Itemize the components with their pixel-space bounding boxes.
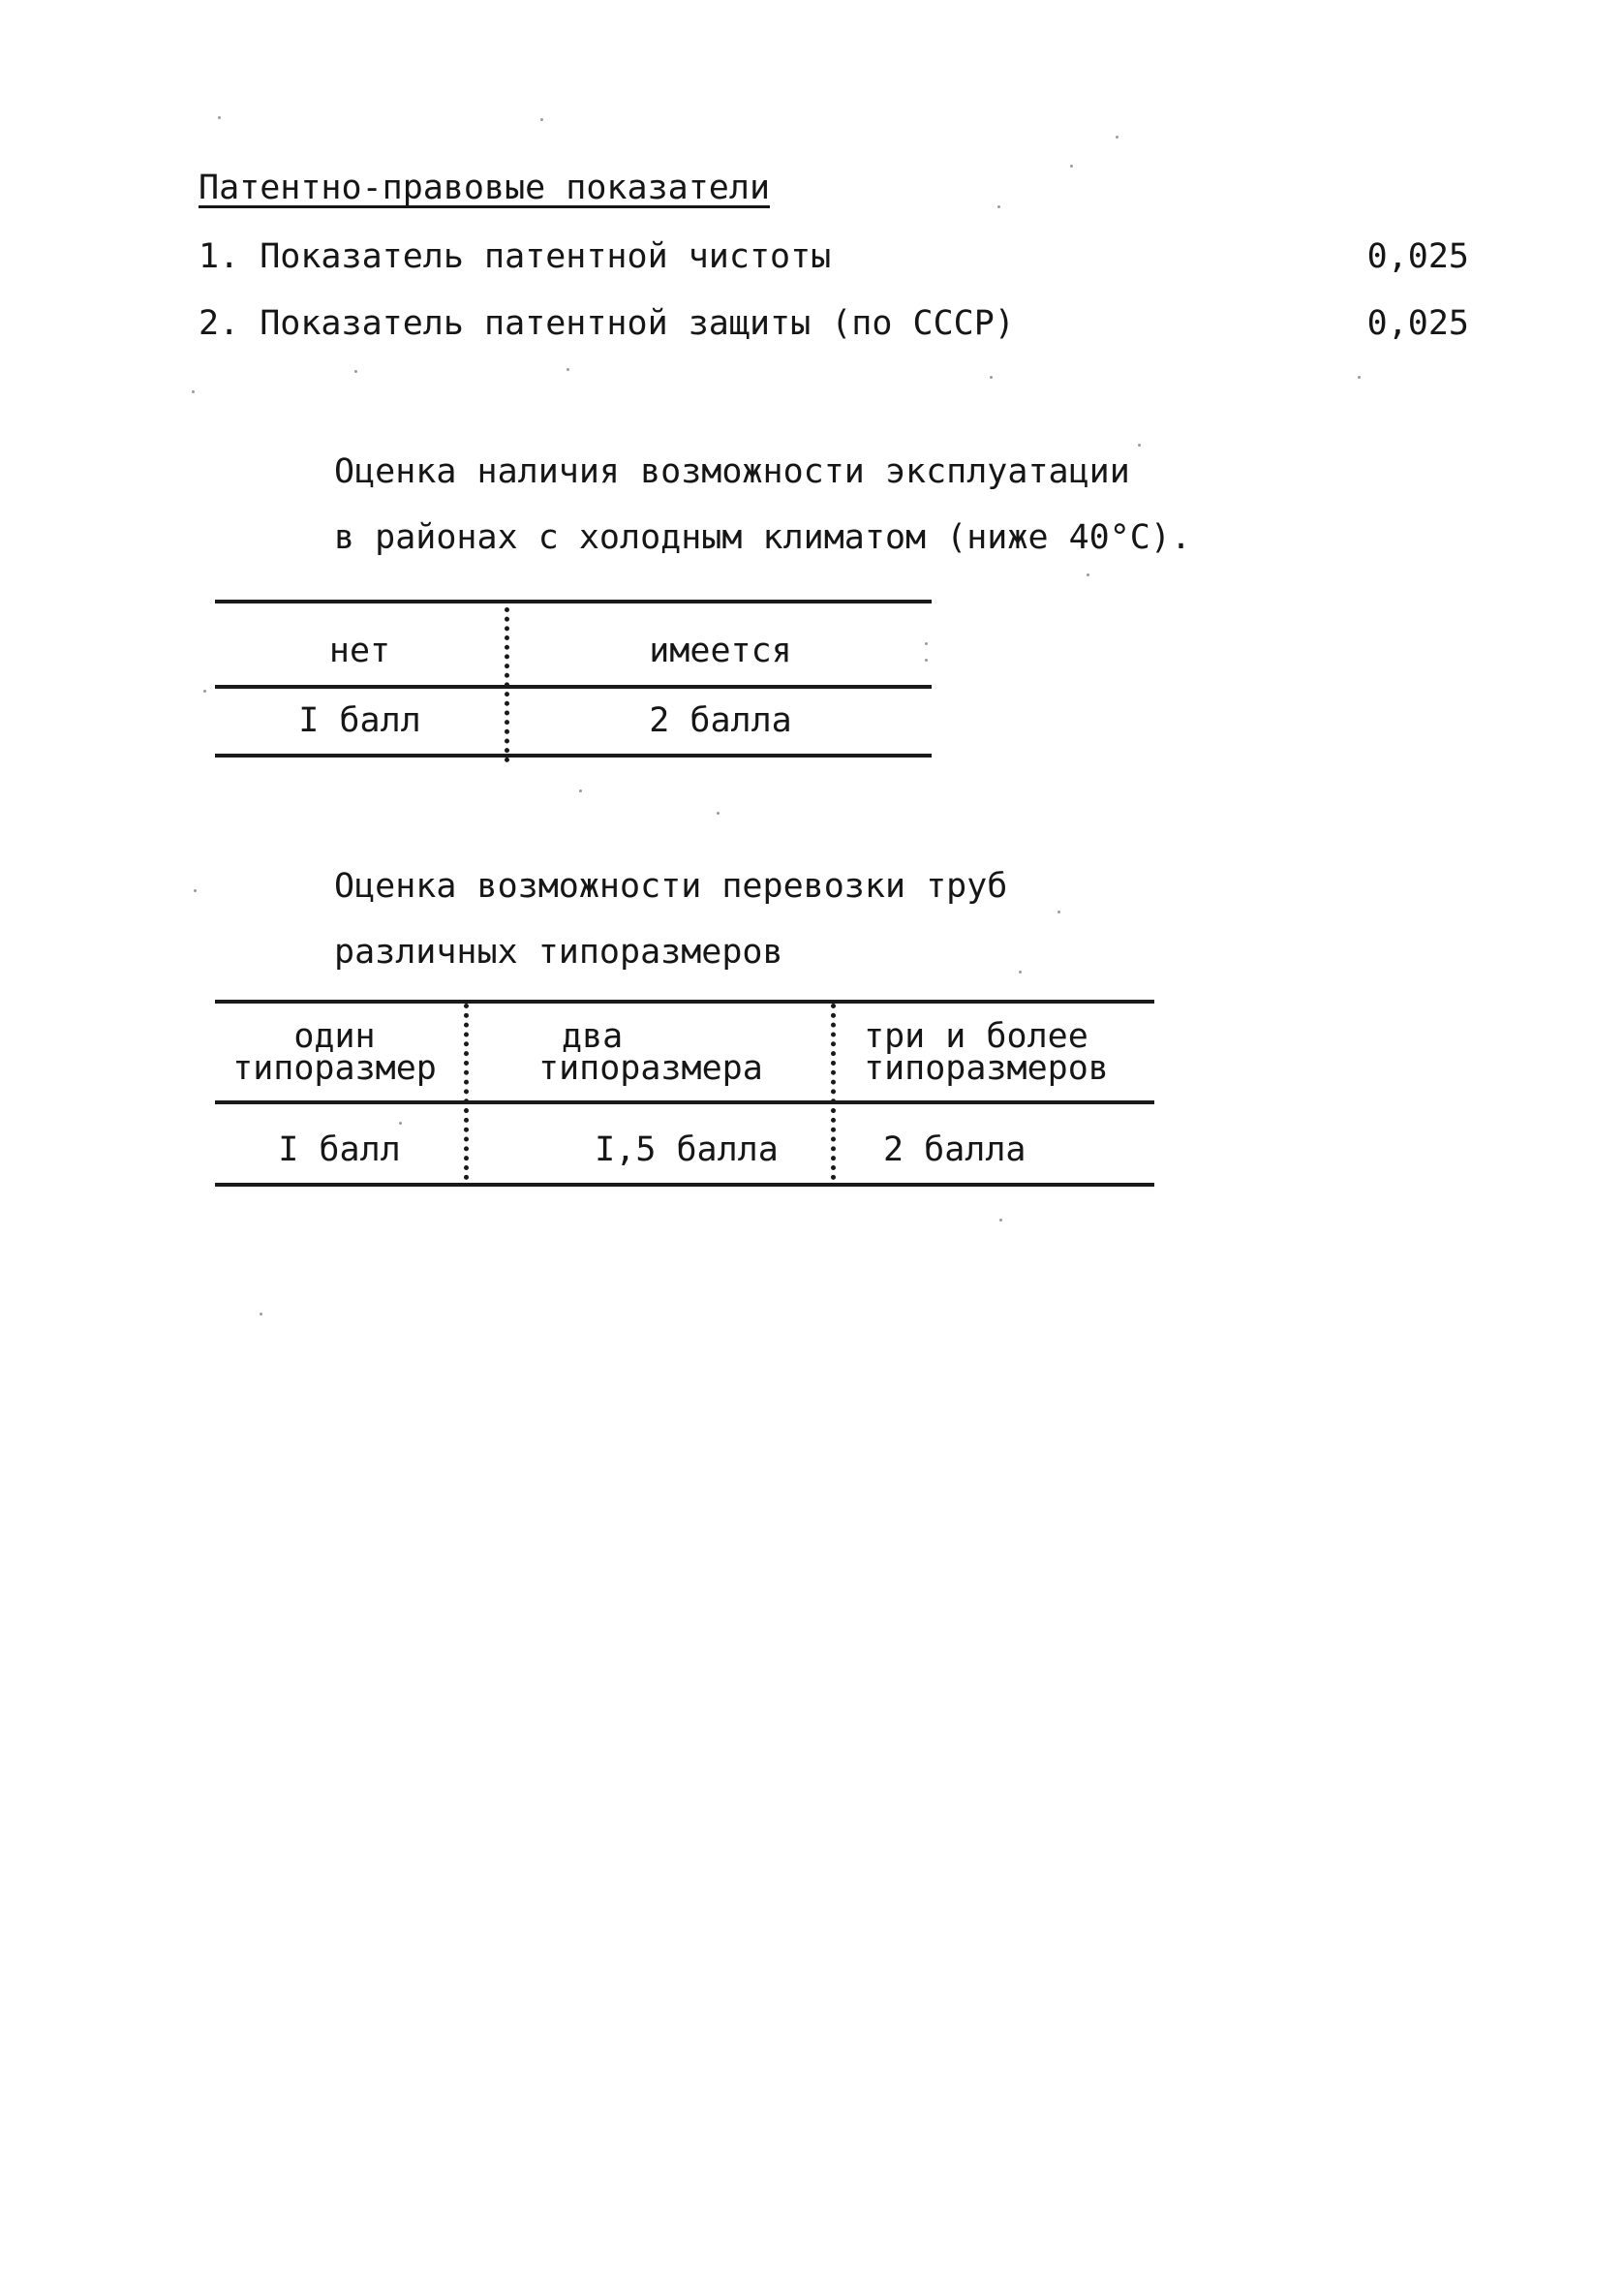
- table-header: [864, 1017, 1154, 1089]
- table-cell: 2 балла: [649, 701, 792, 740]
- table-rule: [215, 1100, 1154, 1104]
- section-heading: в районах с холодным климатом (ниже 40°С).: [334, 518, 1192, 557]
- scan-speck: [997, 205, 1000, 208]
- scan-speck: [218, 116, 221, 119]
- section-heading: Оценка возможности перевозки труб: [334, 867, 1008, 906]
- table-header: нет: [328, 632, 391, 670]
- scan-speck: [203, 690, 206, 693]
- scan-speck: [1358, 376, 1361, 379]
- scan-speck: [194, 889, 197, 892]
- scan-speck: [1087, 573, 1089, 576]
- scan-speck: [567, 368, 569, 371]
- table-header: [205, 1017, 464, 1089]
- scan-speck: [579, 789, 582, 792]
- table-header: [538, 1017, 831, 1089]
- scan-speck: [540, 118, 543, 121]
- table-cell: 2 балла: [883, 1130, 1026, 1169]
- indicator-label: 2. Показатель патентной защиты (по СССР): [199, 304, 1015, 343]
- table-rule: [215, 1183, 1154, 1187]
- table-cell: I балл: [298, 701, 421, 740]
- scan-speck: [717, 812, 720, 815]
- table-cell: I балл: [278, 1130, 401, 1169]
- scan-speck: [260, 1313, 262, 1315]
- column-separator: [831, 1004, 836, 1180]
- table-cell: I,5 балла: [595, 1130, 779, 1169]
- table-header-line: два: [562, 1017, 624, 1056]
- table-header-line: один: [293, 1017, 376, 1056]
- section-heading: различных типоразмеров: [334, 933, 783, 972]
- scan-speck: [990, 376, 993, 379]
- scan-speck: [999, 1219, 1002, 1222]
- column-separator: [464, 1004, 469, 1180]
- column-separator: [505, 607, 509, 762]
- table-rule: [215, 685, 932, 689]
- table-header-line: типоразмера: [538, 1049, 763, 1089]
- table-header: имеется: [649, 632, 792, 670]
- table-header-line: типоразмер: [232, 1049, 437, 1089]
- scan-speck: [192, 390, 195, 393]
- table-header-line: типоразмеров: [864, 1049, 1109, 1089]
- table-rule: [215, 1000, 1154, 1004]
- indicator-value: 0,025: [1366, 237, 1469, 276]
- indicator-label: 1. Показатель патентной чистоты: [199, 237, 832, 276]
- table-header-line: три и более: [864, 1017, 1088, 1056]
- section-heading: Оценка наличия возможности эксплуатации: [334, 452, 1130, 491]
- scan-speck: [1070, 165, 1073, 168]
- scan-speck: [354, 370, 357, 373]
- section-title: Патентно-правовые показатели: [199, 169, 771, 207]
- table-rule: [215, 600, 932, 603]
- table-rule: [215, 754, 932, 758]
- scan-speck: [399, 1122, 402, 1125]
- scan-speck: [1019, 971, 1022, 974]
- scan-speck: [1138, 444, 1141, 447]
- scan-speck: [1116, 136, 1118, 139]
- scan-speck: [1057, 911, 1060, 913]
- indicator-value: 0,025: [1366, 304, 1469, 343]
